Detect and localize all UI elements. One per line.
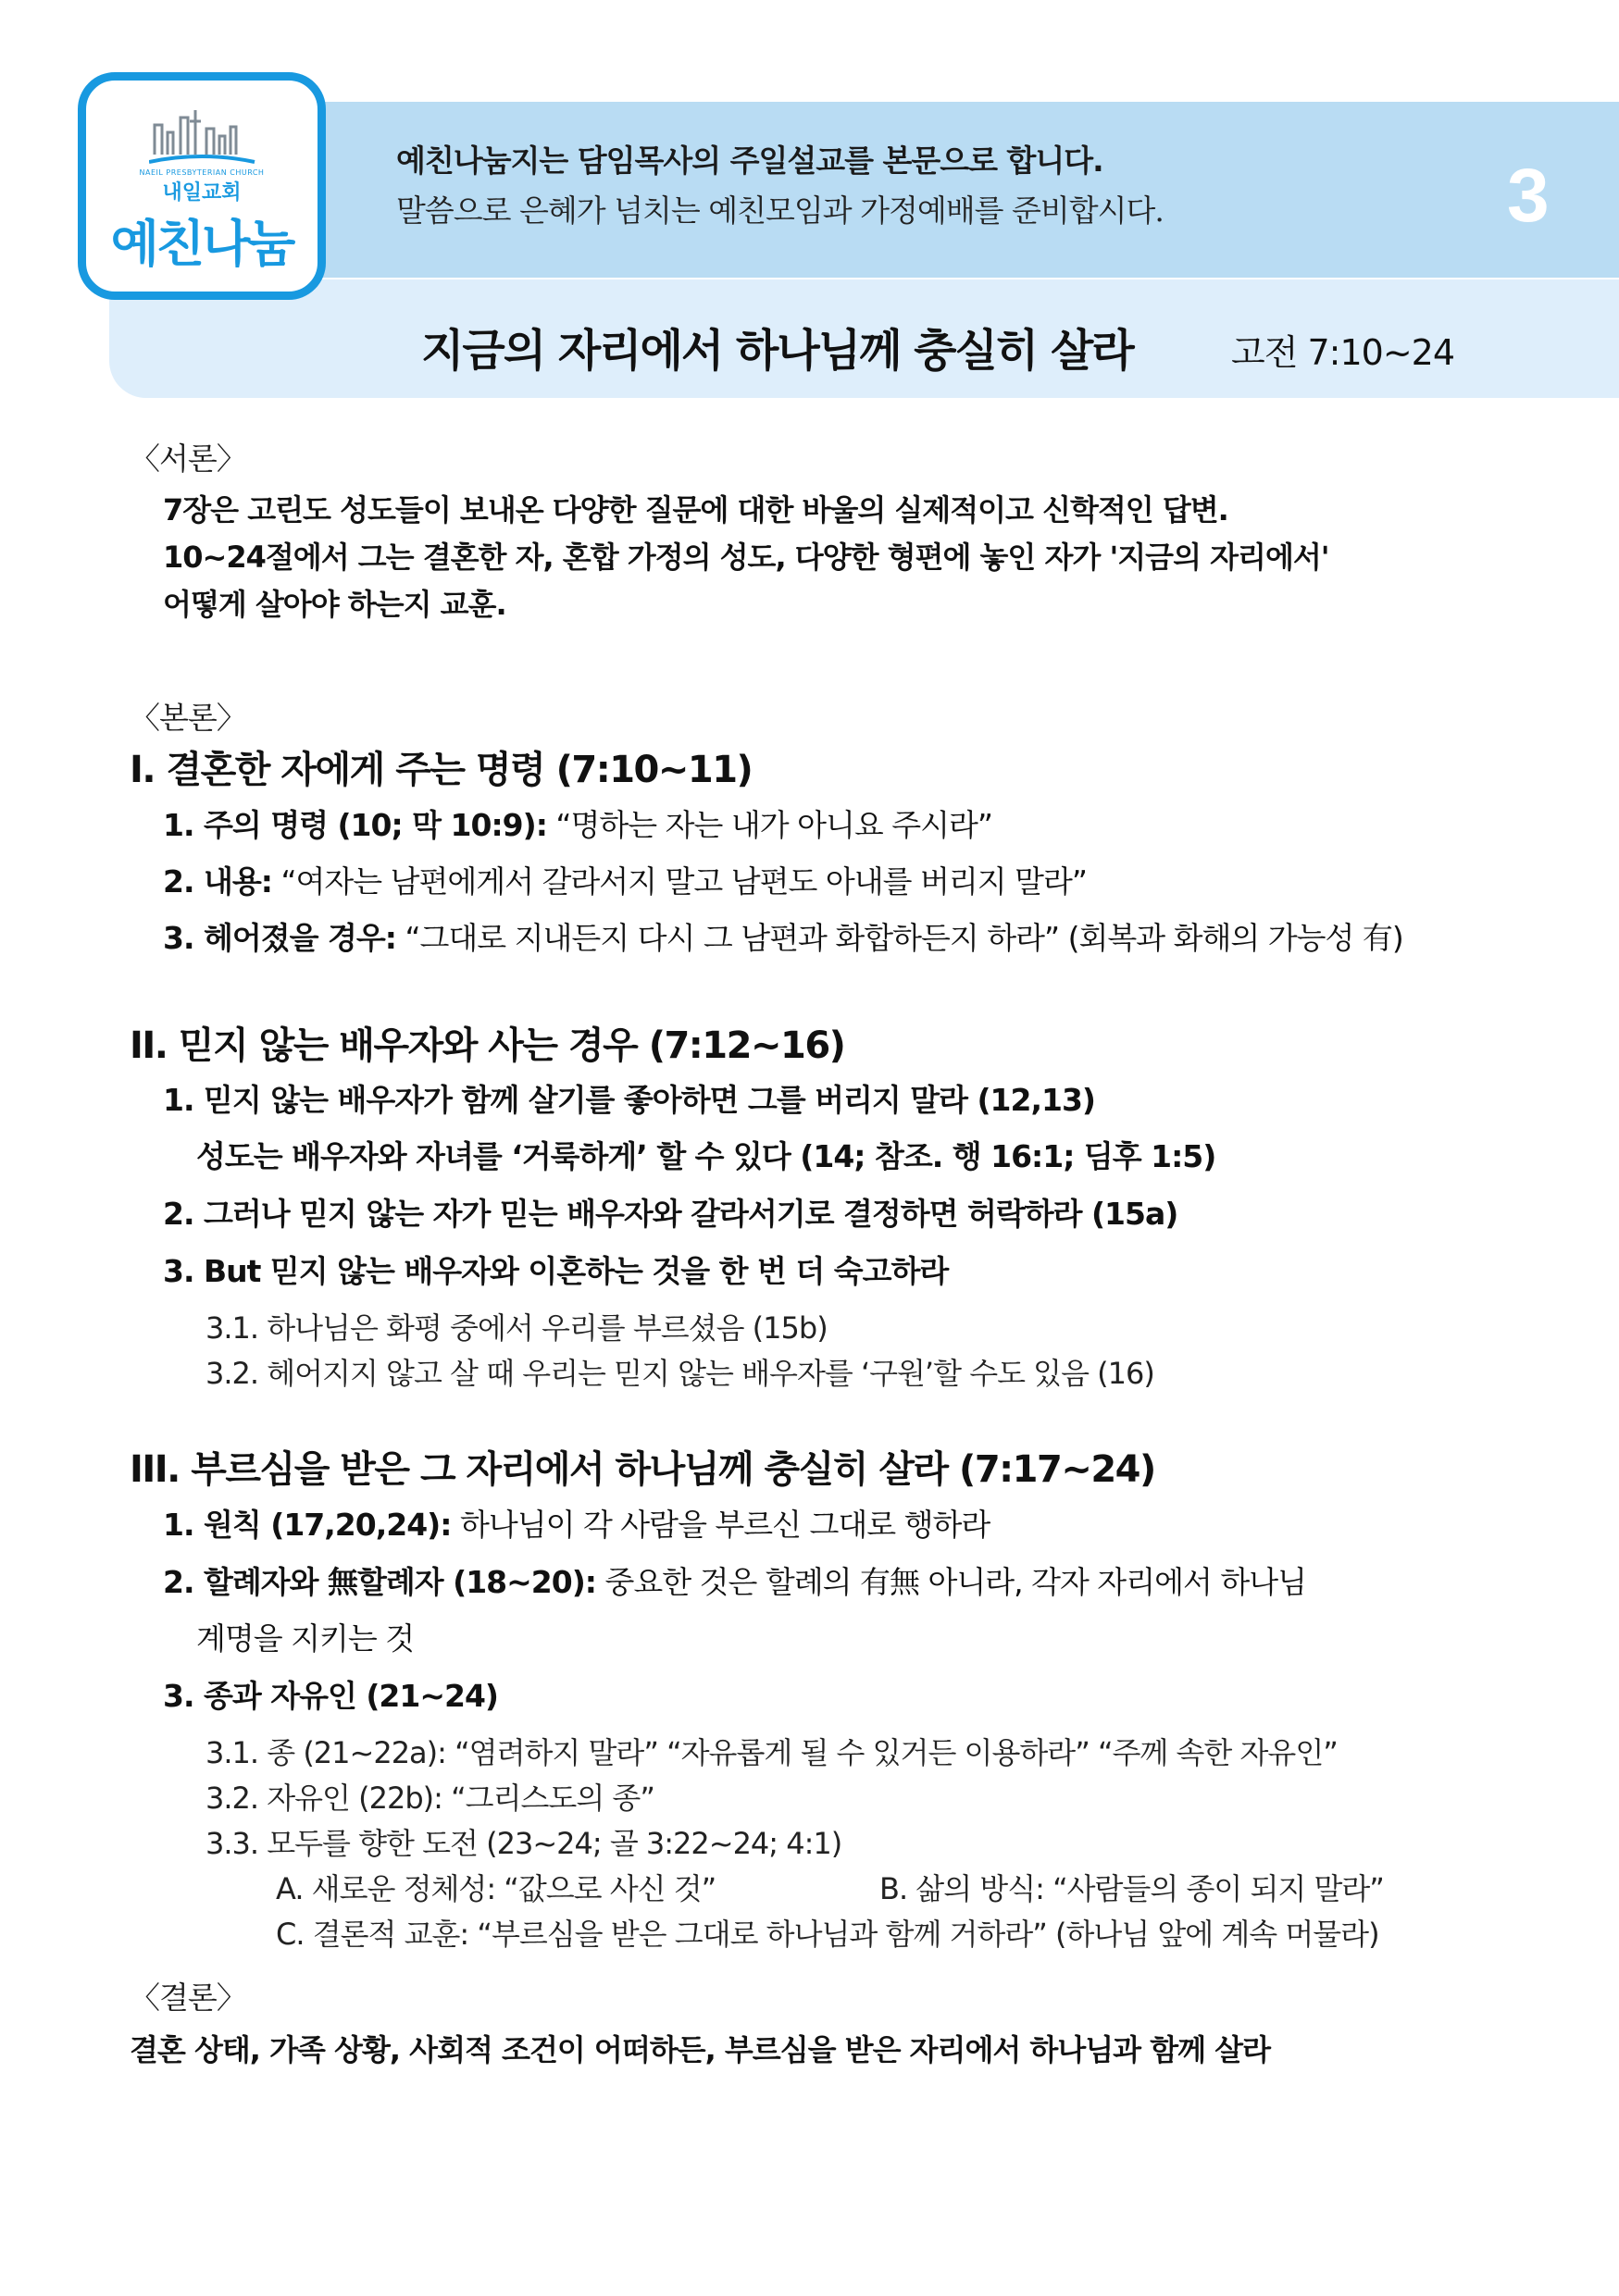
section-3-item-2-continued: 계명을 지키는 것: [196, 1620, 415, 1657]
section-3-item-b: B. 삶의 방식: “사람들의 종이 되지 말라”: [879, 1871, 1384, 1906]
item-text: 하나님이 각 사람을 부르신 그대로 행하라: [459, 1507, 990, 1543]
conclusion-text: 결혼 상태, 가족 상황, 사회적 조건이 어떠하든, 부르심을 받은 자리에서 하나님과 함께 살라: [130, 2032, 1270, 2067]
item-text: “명하는 자는 내가 아니요 주시라”: [555, 807, 992, 843]
logo: [78, 72, 326, 300]
section-3-item-a: A. 새로운 정체성: “값으로 사신 것”: [276, 1871, 716, 1906]
section-2-item-3: 3. But 믿지 않는 배우자와 이혼하는 것을 한 번 더 숙고하라: [163, 1253, 949, 1289]
logo-title: 예친나눔: [110, 215, 293, 273]
church-skyline-icon: [149, 108, 255, 169]
scripture-reference: 고전 7:10~24: [1231, 332, 1455, 373]
logo-church-name: 내일교회: [162, 181, 242, 205]
intro-text-line-2: 10~24절에서 그는 결혼한 자, 혼합 가정의 성도, 다양한 형편에 놓인 자가 '지금의 자리에서': [163, 540, 1329, 575]
section-1-item-1: [163, 801, 992, 845]
intro-text-line-3: 어떻게 살아야 하는지 교훈.: [163, 587, 506, 622]
item-label: 1. 원칙 (17,20,24):: [163, 1507, 452, 1543]
item-text: 중요한 것은 할례의 有無 아니라, 각자 자리에서 하나님: [604, 1564, 1306, 1600]
section-3-item-c: C. 결론적 교훈: “부르심을 받은 그대로 하나님과 함께 거하라” (하나님 앞에 계속 머물라): [276, 1917, 1379, 1952]
section-2-item-2: 2. 그러나 믿지 않는 자가 믿는 배우자와 갈라서기로 결정하면 허락하라 (15a): [163, 1196, 1178, 1232]
section-3-heading: III. 부르심을 받은 그 자리에서 하나님께 충실히 살라 (7:17~24): [130, 1448, 1155, 1491]
section-1-item-3: [163, 914, 1403, 958]
section-2-item-3-2: 3.2. 헤어지지 않고 살 때 우리는 믿지 않는 배우자를 ‘구원’할 수도 있음 (16): [205, 1356, 1154, 1391]
section-3-item-3-1: 3.1. 종 (21~22a): “염려하지 말라” “자유롭게 될 수 있거든 이용하라” “주께 속한 자유인”: [205, 1735, 1338, 1770]
item-text: “그대로 지내든지 다시 그 남편과 화합하든지 하라” (회복과 화해의 가능성 有): [405, 920, 1403, 956]
intro-text-line-1: 7장은 고린도 성도들이 보내온 다양한 질문에 대한 바울의 실제적이고 신학적인 답변.: [163, 492, 1228, 527]
section-2-item-1: 1. 믿지 않는 배우자가 함께 살기를 좋아하면 그를 버리지 말라 (12,13): [163, 1082, 1096, 1118]
item-label: 3. 헤어졌을 경우:: [163, 920, 396, 956]
section-2-item-1-continued: 성도는 배우자와 자녀를 ‘거룩하게’ 할 수 있다 (14; 참조. 행 16:1; 딤후 1:5): [196, 1138, 1216, 1174]
section-2-heading: II. 믿지 않는 배우자와 사는 경우 (7:12~16): [130, 1024, 845, 1067]
section-1-heading: I. 결혼한 자에게 주는 명령 (7:10~11): [130, 749, 753, 791]
item-label: 2. 내용:: [163, 863, 272, 900]
section-3-item-3-3: 3.3. 모두를 향한 도전 (23~24; 골 3:22~24; 4:1): [205, 1826, 842, 1861]
section-3-item-3: 3. 종과 자유인 (21~24): [163, 1678, 499, 1714]
intro-label: 〈서론〉: [130, 441, 246, 477]
logo-church-english: NAEIL PRESBYTERIAN CHURCH: [139, 168, 265, 177]
section-1-item-2: [163, 858, 1087, 901]
item-text: “여자는 남편에게서 갈라서지 말고 남편도 아내를 버리지 말라”: [280, 863, 1088, 900]
section-3-item-2: [163, 1558, 1306, 1602]
intro-line-2: 말씀으로 은혜가 넘치는 예친모임과 가정예배를 준비합시다.: [396, 192, 1164, 229]
section-2-item-3-1: 3.1. 하나님은 화평 중에서 우리를 부르셨음 (15b): [205, 1310, 828, 1346]
section-3-item-1: [163, 1501, 990, 1545]
conclusion-label: 〈결론〉: [130, 1980, 246, 2016]
item-label: 1. 주의 명령 (10; 막 10:9):: [163, 807, 547, 843]
intro-line-1: 예친나눔지는 담임목사의 주일설교를 본문으로 합니다.: [396, 143, 1103, 179]
section-3-item-3-2: 3.2. 자유인 (22b): “그리스도의 종”: [205, 1781, 654, 1816]
page-number: 3: [1507, 154, 1550, 238]
item-label: 2. 할례자와 無할례자 (18~20):: [163, 1564, 596, 1600]
sermon-title: 지금의 자리에서 하나님께 충실히 살라: [421, 325, 1133, 377]
body-label: 〈본론〉: [130, 700, 246, 736]
